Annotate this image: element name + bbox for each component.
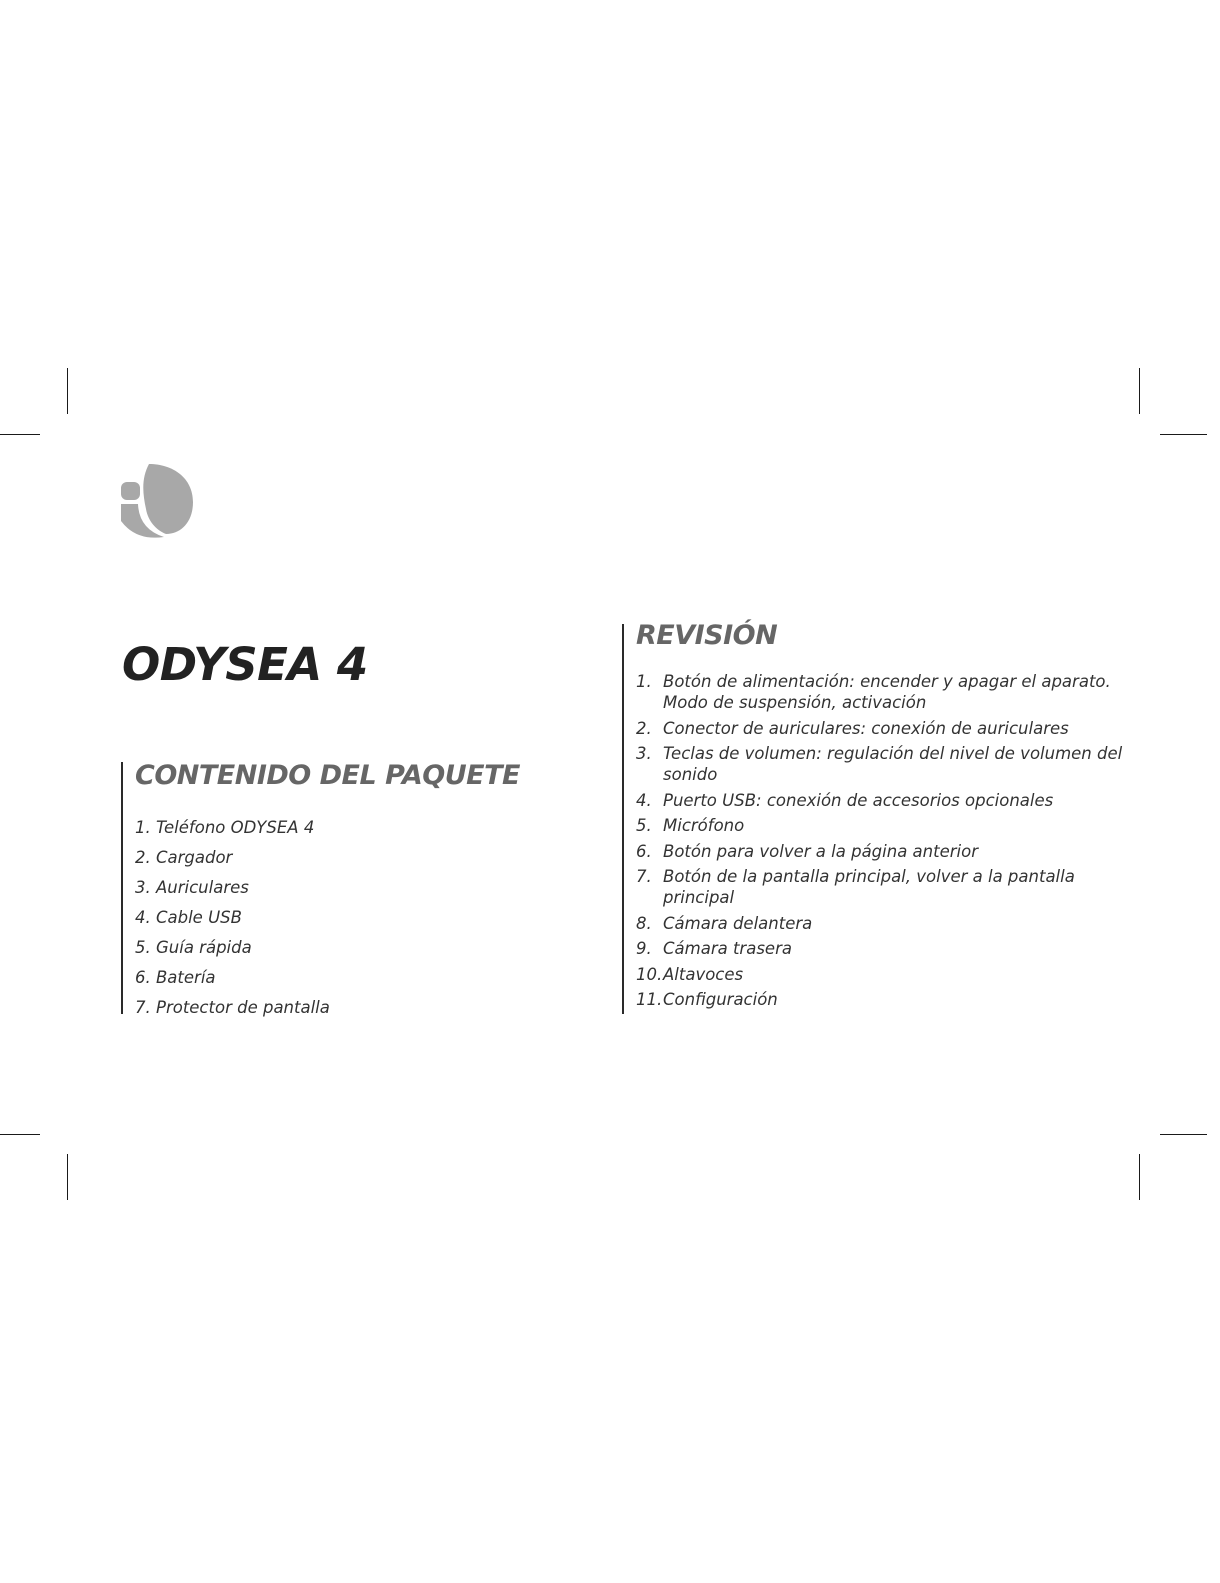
list-item-number: 9.	[636, 939, 652, 958]
list-item-text: Botón de alimentación: encender y apagar el aparato. Modo de suspensión, activación	[663, 672, 1111, 712]
list-item	[636, 866, 1156, 908]
list-item: 5. Guía rápida	[135, 938, 252, 957]
package-contents-section	[121, 760, 555, 1017]
crop-mark-top-right-vertical	[1139, 368, 1140, 414]
crop-mark-top-left-vertical	[67, 368, 68, 414]
list-item-text: Botón para volver a la página anterior	[663, 841, 978, 861]
list-item: 7. Protector de pantalla	[135, 998, 330, 1017]
list-item: 4. Cable USB	[135, 908, 242, 927]
package-contents-list	[135, 813, 555, 1023]
list-item-text: Cámara trasera	[663, 939, 792, 958]
list-item	[636, 964, 1156, 985]
list-item-number: 5.	[636, 816, 652, 835]
list-item-text: Teclas de volumen: regulación del nivel de volumen del sonido	[663, 744, 1123, 784]
list-item-text: Cámara delantera	[663, 913, 813, 933]
list-item-number: 11.	[636, 990, 663, 1009]
package-contents-heading: CONTENIDO DEL PAQUETE	[135, 760, 520, 791]
crop-mark-bottom-right-vertical	[1139, 1154, 1140, 1200]
list-item: 6. Batería	[135, 968, 216, 987]
list-item-number: 1.	[636, 672, 652, 691]
crop-mark-top-left-horizontal	[0, 434, 40, 435]
review-heading: REVISIÓN	[636, 620, 778, 651]
list-item-number: 8.	[636, 913, 652, 933]
list-item	[636, 841, 1156, 862]
list-item: 1. Teléfono ODYSEA 4	[135, 818, 315, 837]
review-list	[636, 671, 1156, 1010]
crop-mark-top-right-horizontal	[1160, 434, 1207, 435]
list-item-number: 4.	[636, 790, 652, 810]
review-section	[622, 620, 1156, 1014]
list-item-text: Botón de la pantalla principal, volver a la pantalla principal	[663, 867, 1075, 907]
crop-mark-bottom-right-horizontal	[1160, 1134, 1207, 1135]
list-item	[636, 989, 1156, 1010]
list-item	[636, 718, 1156, 739]
brand-logo-icon	[118, 464, 198, 544]
list-item	[636, 790, 1156, 811]
list-item: 3. Auriculares	[135, 878, 249, 897]
list-item-number: 3.	[636, 744, 652, 763]
list-item	[636, 913, 1156, 934]
list-item-number: 7.	[636, 867, 652, 886]
list-item	[636, 743, 1156, 785]
list-item-number: 6.	[636, 841, 652, 861]
crop-mark-bottom-left-horizontal	[0, 1134, 40, 1135]
list-item-text: Configuración	[663, 990, 778, 1009]
list-item-text: Altavoces	[663, 964, 744, 984]
page-title: ODYSEA 4	[122, 638, 368, 691]
list-item-text: Micrófono	[663, 816, 745, 835]
list-item	[636, 815, 1156, 836]
list-item	[636, 671, 1156, 713]
list-item-text: Puerto USB: conexión de accesorios opcionales	[663, 790, 1054, 810]
list-item-number: 10.	[636, 964, 663, 984]
list-item	[636, 938, 1156, 959]
crop-mark-bottom-left-vertical	[67, 1154, 68, 1200]
list-item: 2. Cargador	[135, 848, 233, 867]
list-item-number: 2.	[636, 718, 652, 738]
list-item-text: Conector de auriculares: conexión de auriculares	[663, 718, 1069, 738]
